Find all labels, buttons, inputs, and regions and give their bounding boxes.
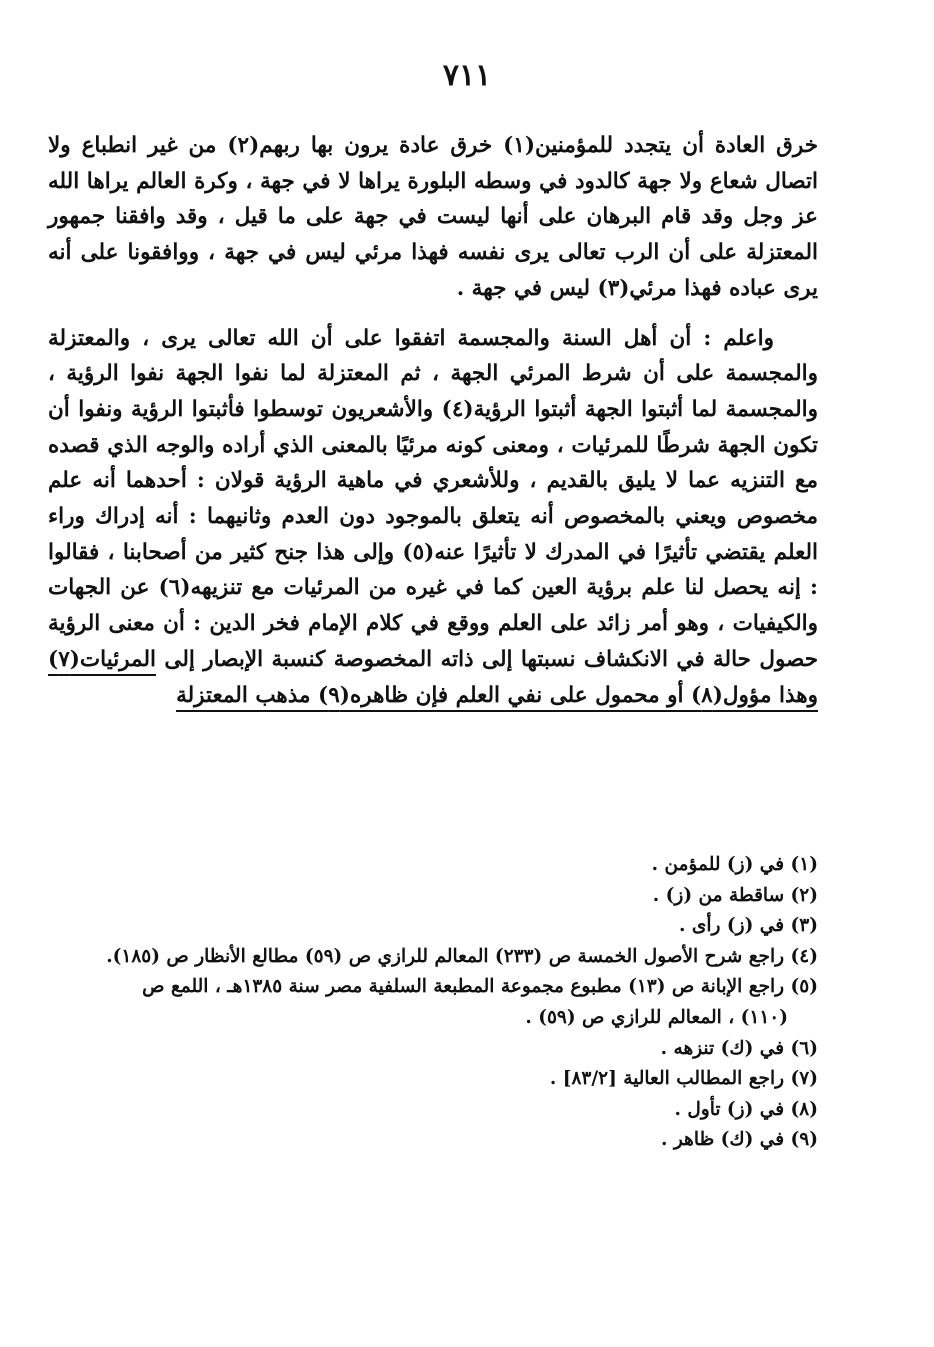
footnote-text-continued: (١١٠) ، المعالم للرازي ص (٥٩) . xyxy=(525,1006,788,1028)
footnote-number: (٣) xyxy=(790,915,818,937)
footnote-9 xyxy=(48,1125,818,1156)
footnote-number: (٩) xyxy=(790,1129,818,1151)
footnote-5 xyxy=(48,972,818,1033)
paragraph-2-last-line: المرئيات(٧) وهذا مؤول(٨) أو محمول على نفي العلم فإن ظاهره(٩) مذهب المعتزلة xyxy=(48,646,818,708)
footnote-1 xyxy=(48,850,818,881)
footnote-number: (٥) xyxy=(790,976,818,998)
footnote-number: (٢) xyxy=(790,884,818,906)
paragraph-1: خرق العادة أن يتجدد للمؤمنين(١) خرق عادة يرون بها ربهم(٢) من غير انطباع ولا اتصال شعاع ولا جهة كالدود في وسطه البلورة يراها لا في جهة ، وكرة العالم يراها الله عز وجل وقد قام البرهان على أنها ليست في جهة على ما قيل ، وقد وافقنا جمهور المعتزلة على أن الرب تعالى يرى نفسه فهذا مرئي ليس في جهة ، ووافقونا على أنه يرى عباده فهذا مرئي(٣) ليس في جهة . xyxy=(48,133,818,301)
footnotes xyxy=(48,850,818,1156)
footnote-4 xyxy=(48,942,818,973)
footnote-2 xyxy=(48,881,818,912)
footnote-6 xyxy=(48,1034,818,1065)
paragraph-2 xyxy=(48,321,818,714)
footnote-8 xyxy=(48,1095,818,1126)
footnote-text: في (ز) تأول . xyxy=(674,1098,785,1120)
footnote-number: (٤) xyxy=(790,945,818,967)
footnote-text: راجع شرح الأصول الخمسة ص (٢٣٣) المعالم للرازي ص (٥٩) مطالع الأنظار ص (١٨٥). xyxy=(106,945,785,967)
footnote-text: في (ز) للمؤمن . xyxy=(651,854,785,875)
footnote-number: (١) xyxy=(790,854,818,875)
footnote-text: ساقطة من (ز) . xyxy=(652,884,785,906)
footnote-text: راجع الإبانة ص (١٣) مطبوع مجموعة المطبعة السلفية مصر سنة ١٣٨٥هـ ، اللمع ص xyxy=(142,976,785,998)
footnote-text: في (ك) ظاهر . xyxy=(660,1129,785,1151)
main-text xyxy=(48,128,818,713)
footnote-text: في (ك) تنزهه . xyxy=(660,1037,785,1059)
footnote-text: في (ز) رأى . xyxy=(679,915,785,937)
footnote-text: راجع المطالب العالية [٨٣/٢] . xyxy=(549,1068,785,1090)
paragraph-2-text: واعلم : أن أهل السنة والمجسمة اتفقوا على أن الله تعالى يرى ، والمعتزلة والمجسمة على أن شرط المرئي الجهة ، ثم المعتزلة لما نفوا الجهة نفوا الرؤية ، والمجسمة لما أثبتوا الجهة أثبتوا الرؤية(٤) والأشعريون توسطوا فأثبتوا الرؤية ونفوا أن تكون الجهة شرطًا للمرئيات ، ومعنى كونه مرئيًا بالمعنى الذي أراده والوجه الذي قصده مع التنزيه عما لا يليق بالقديم ، وللأشعري في ماهية الرؤية قولان : أحدهما أنه علم مخصوص ويعني بالمخصوص أنه يتعلق بالموجود دون العدم وثانيهما : أنه إدراك وراء العلم يقتضي تأثيرًا في المدرك لا تأثيرًا عنه(٥) وإلى هذا جنح كثير من أصحابنا ، فقالوا : إنه يحصل لنا علم برؤية العين كما في غيره من المرئيات مع تنزيهه(٦) عن الجهات والكيفيات ، وهو أمر زائد على العلم ووقع في كلام الإمام فخر الدين : أن معنى الرؤية حصول حالة في الانكشاف نسبتها إلى ذاته المخصوصة كنسبة الإبصار إلى xyxy=(48,325,819,672)
footnote-number: (٨) xyxy=(790,1098,818,1120)
footnote-number: (٧) xyxy=(790,1068,818,1090)
footnote-7 xyxy=(48,1064,818,1095)
page-number: ٧١١ xyxy=(442,58,492,93)
footnote-number: (٦) xyxy=(790,1037,818,1059)
footnote-3 xyxy=(48,911,818,942)
